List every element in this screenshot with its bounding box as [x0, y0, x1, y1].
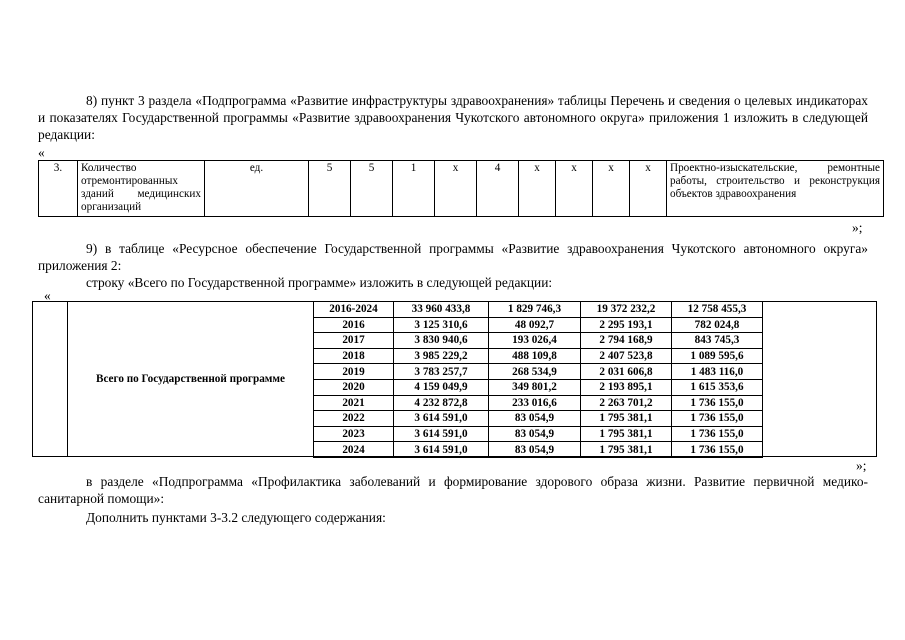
cell-amount: 4 232 872,8	[394, 395, 489, 411]
row-label: Всего по Государственной программе	[95, 373, 286, 385]
paragraph-add: Дополнить пунктами 3-3.2 следующего содержания:	[86, 510, 386, 525]
cell-amount: 33 960 433,8	[394, 302, 489, 318]
cell-amount: 4 159 049,9	[394, 379, 489, 395]
cell-amount: 2 263 701,2	[581, 395, 672, 411]
opening-quote-1: «	[38, 145, 45, 160]
cell-amount: 2 193 895,1	[581, 379, 672, 395]
cell-year: 2019	[314, 364, 394, 380]
cell-amount: 3 614 591,0	[394, 442, 489, 458]
closing-quote-1: »;	[852, 220, 863, 235]
cell-value: 1	[393, 161, 435, 217]
cell-number: 3.	[39, 161, 78, 217]
cell-value: х	[556, 161, 593, 217]
table-row	[314, 411, 763, 427]
cell-amount: 83 054,9	[489, 426, 581, 442]
cell-year: 2023	[314, 426, 394, 442]
table-row	[314, 364, 763, 380]
resource-table	[313, 301, 763, 458]
cell-amount: 3 614 591,0	[394, 426, 489, 442]
paragraph-9-instruction: строку «Всего по Государственной программе» изложить в следующей редакции:	[86, 275, 553, 290]
table-row	[314, 317, 763, 333]
cell-year: 2018	[314, 348, 394, 364]
cell-amount: 12 758 455,3	[672, 302, 763, 318]
paragraph-8: 8) пункт 3 раздела «Подпрограмма «Развитие инфраструктуры здравоохранения» таблицы Перечень и сведения о целевых индикаторах и показателях Государственной программы «Развитие здравоохранения Чукотского автономного округа» приложения 1 изложить в следующей редакции:	[38, 93, 868, 142]
cell-amount: 3 830 940,6	[394, 333, 489, 349]
cell-amount: 1 483 116,0	[672, 364, 763, 380]
cell-amount: 3 985 229,2	[394, 348, 489, 364]
cell-amount: 1 736 155,0	[672, 411, 763, 427]
cell-amount: 19 372 232,2	[581, 302, 672, 318]
cell-amount: 1 089 595,6	[672, 348, 763, 364]
cell-amount: 83 054,9	[489, 411, 581, 427]
cell-amount: 2 295 193,1	[581, 317, 672, 333]
cell-year: 2022	[314, 411, 394, 427]
cell-amount: 843 745,3	[672, 333, 763, 349]
cell-year: 2016-2024	[314, 302, 394, 318]
cell-amount: 782 024,8	[672, 317, 763, 333]
cell-amount: 1 795 381,1	[581, 411, 672, 427]
indicator-table	[38, 160, 884, 217]
opening-quote-2: «	[44, 288, 51, 303]
cell-amount: 1 736 155,0	[672, 442, 763, 458]
cell-amount: 349 801,2	[489, 379, 581, 395]
paragraph-section: в разделе «Подпрограмма «Профилактика заболеваний и формирование здорового образа жизни. Развитие первичной медико-санитарной помощи»:	[38, 474, 868, 506]
cell-amount: 3 783 257,7	[394, 364, 489, 380]
cell-amount: 233 016,6	[489, 395, 581, 411]
cell-amount: 1 736 155,0	[672, 426, 763, 442]
table-row	[314, 302, 763, 318]
table-row	[39, 161, 884, 217]
cell-unit: ед.	[205, 161, 309, 217]
cell-amount: 2 031 606,8	[581, 364, 672, 380]
cell-amount: 488 109,8	[489, 348, 581, 364]
table-row	[314, 348, 763, 364]
cell-value: х	[519, 161, 556, 217]
cell-amount: 3 125 310,6	[394, 317, 489, 333]
table-row	[314, 333, 763, 349]
paragraph-9: 9) в таблице «Ресурсное обеспечение Государственной программы «Развитие здравоохранения Чукотского автономного округа» приложения 2:	[38, 241, 868, 273]
cell-value: х	[630, 161, 667, 217]
table-row	[314, 395, 763, 411]
cell-description: Проектно-изыскательские, ремонтные работы, строительство и реконструкция объектов здравоохранения	[667, 161, 884, 217]
cell-value: 5	[351, 161, 393, 217]
cell-year: 2017	[314, 333, 394, 349]
cell-value: 5	[309, 161, 351, 217]
cell-amount: 3 614 591,0	[394, 411, 489, 427]
cell-amount: 193 026,4	[489, 333, 581, 349]
cell-amount: 2 794 168,9	[581, 333, 672, 349]
cell-amount: 1 615 353,6	[672, 379, 763, 395]
cell-amount: 268 534,9	[489, 364, 581, 380]
closing-quote-2: »;	[856, 458, 867, 473]
cell-amount: 1 736 155,0	[672, 395, 763, 411]
cell-value: 4	[477, 161, 519, 217]
cell-year: 2024	[314, 442, 394, 458]
table-row	[314, 379, 763, 395]
cell-value: х	[435, 161, 477, 217]
cell-amount: 48 092,7	[489, 317, 581, 333]
cell-amount: 1 795 381,1	[581, 442, 672, 458]
cell-value: х	[593, 161, 630, 217]
cell-year: 2020	[314, 379, 394, 395]
cell-amount: 1 795 381,1	[581, 426, 672, 442]
table-row	[314, 442, 763, 458]
cell-amount: 2 407 523,8	[581, 348, 672, 364]
cell-year: 2016	[314, 317, 394, 333]
cell-amount: 1 829 746,3	[489, 302, 581, 318]
cell-indicator-name: Количество отремонтированных зданий медицинских организаций	[78, 161, 205, 217]
table-row	[314, 426, 763, 442]
cell-year: 2021	[314, 395, 394, 411]
cell-amount: 83 054,9	[489, 442, 581, 458]
